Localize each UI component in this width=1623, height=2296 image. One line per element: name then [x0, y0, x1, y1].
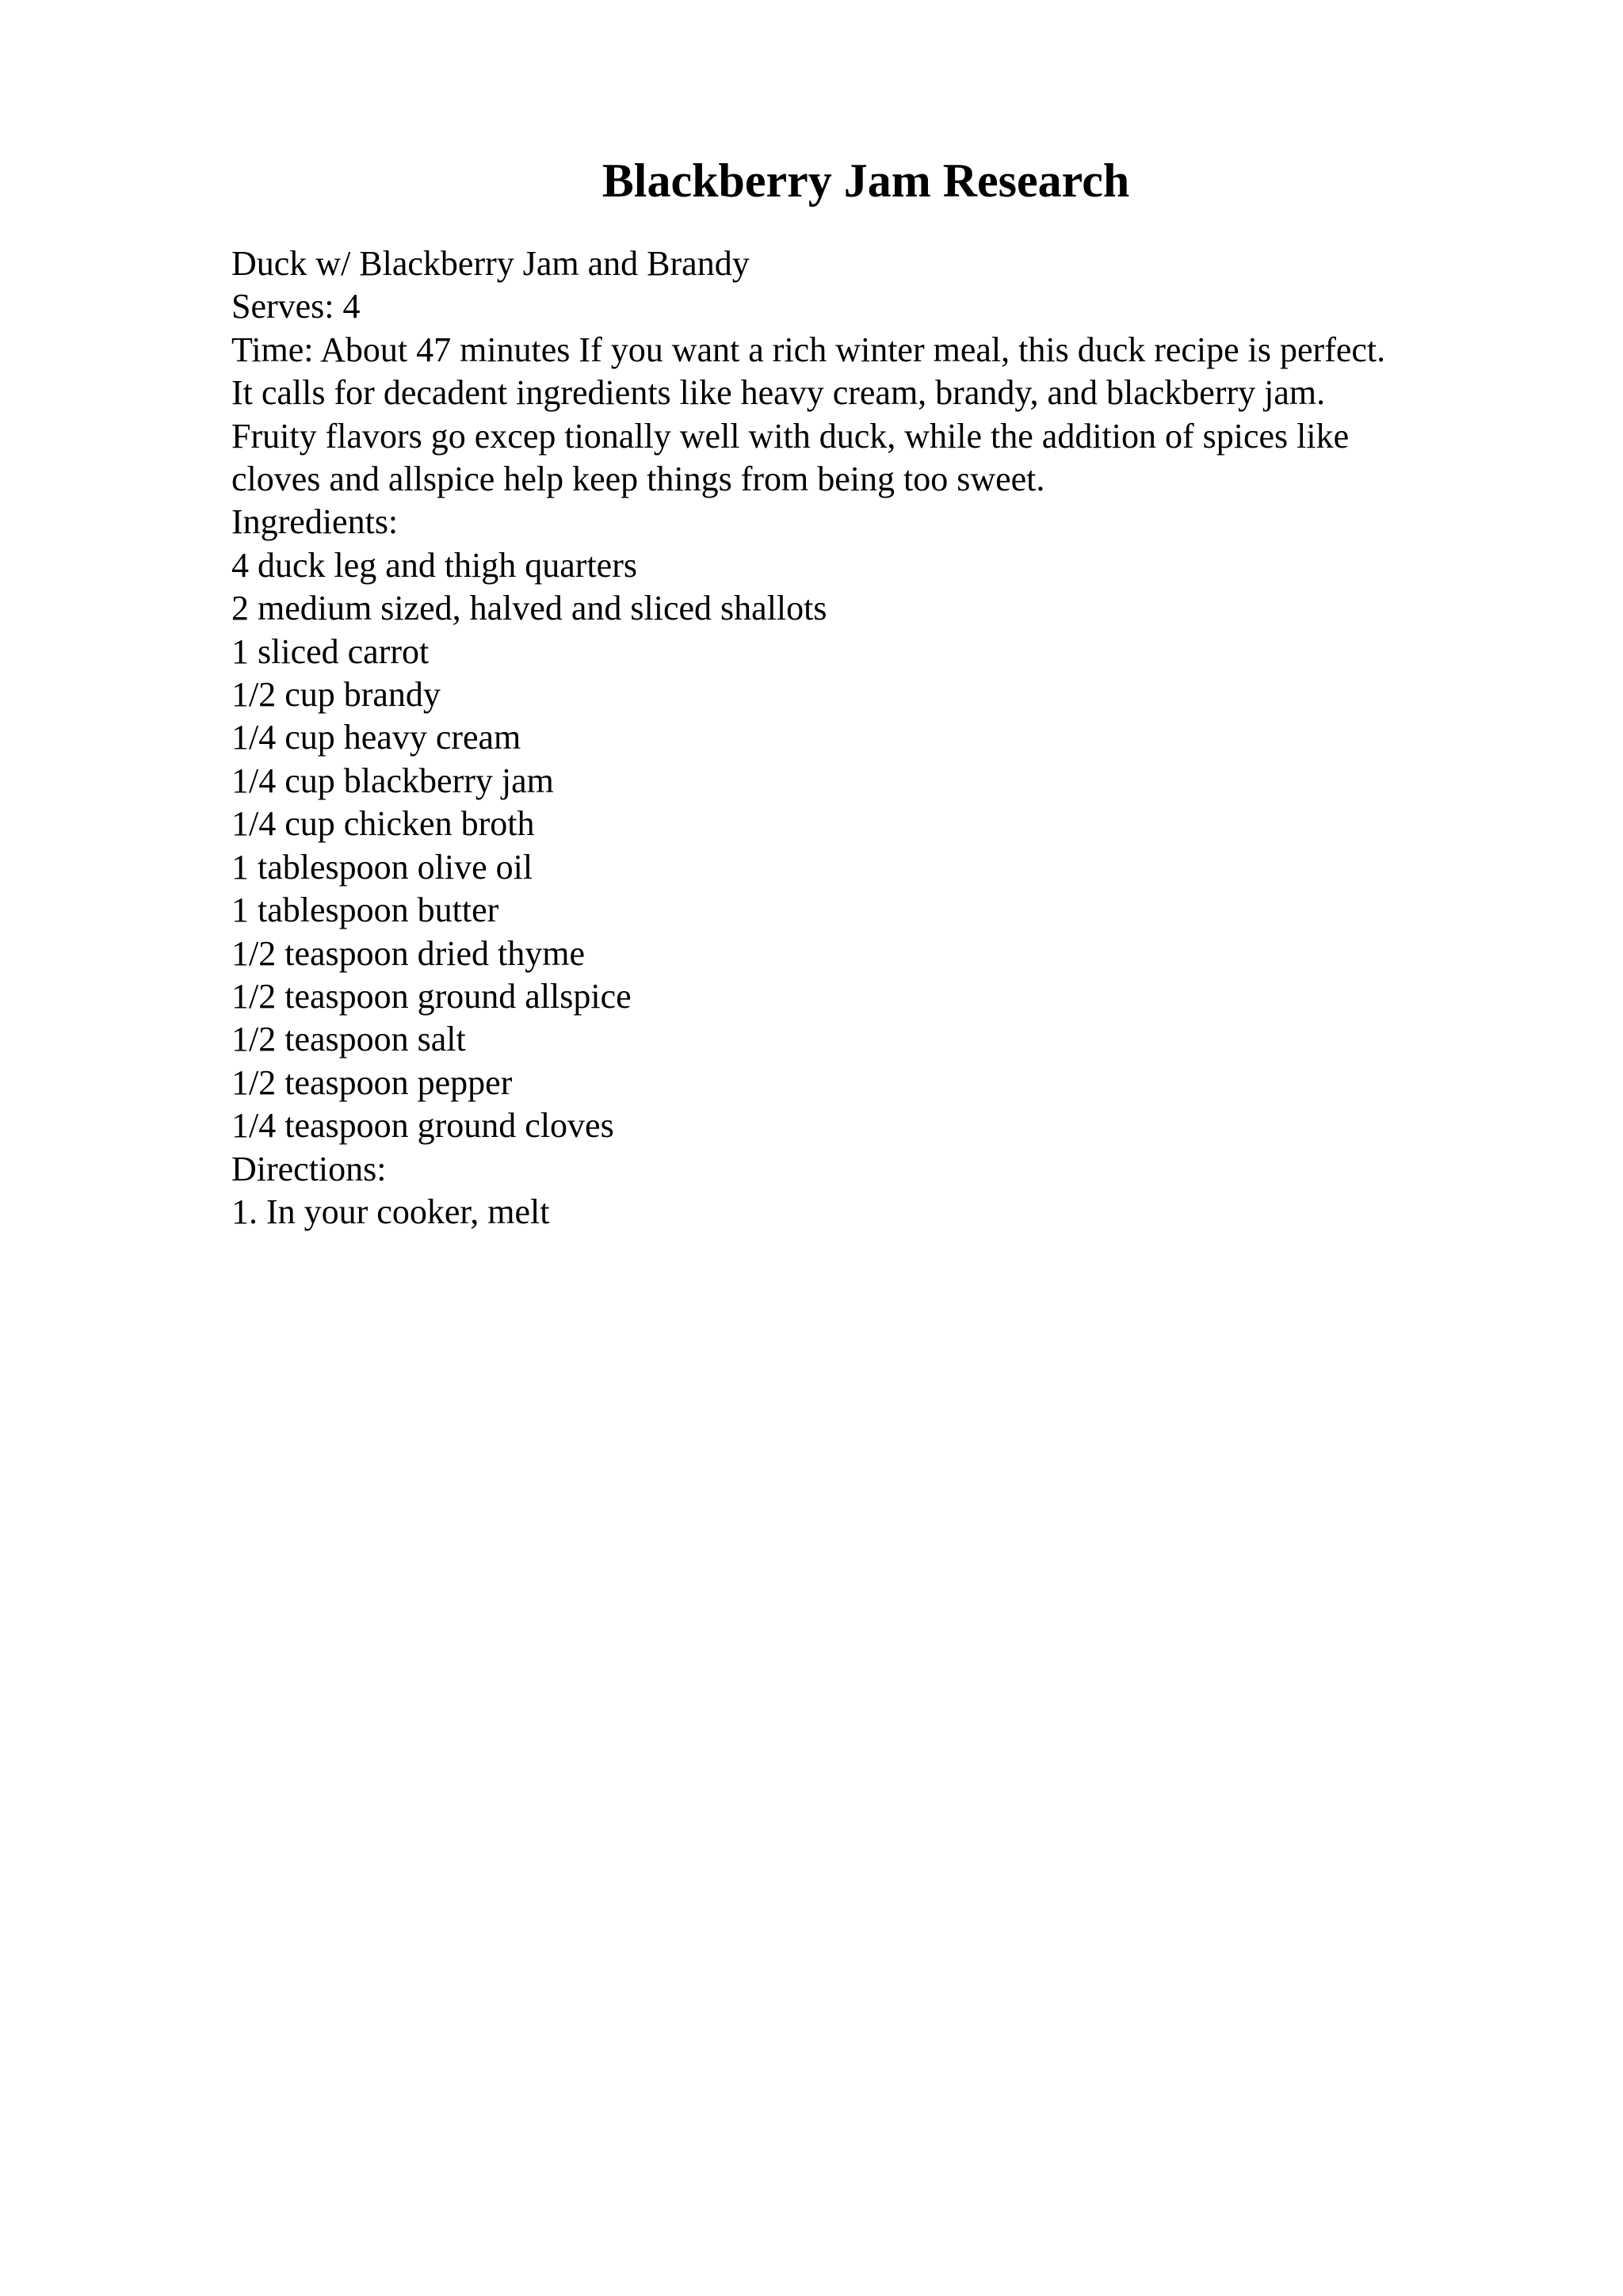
document-title: Blackberry Jam Research: [601, 154, 1130, 207]
ingredient-item: 1/4 cup blackberry jam: [231, 761, 554, 800]
serves-line: Serves: 4: [231, 287, 361, 326]
ingredient-item: 2 medium sized, halved and sliced shallots: [231, 589, 827, 628]
ingredient-item: 4 duck leg and thigh quarters: [231, 545, 637, 585]
directions-list: [231, 1191, 1579, 1234]
ingredient-item: 1/4 teaspoon ground cloves: [231, 1106, 614, 1146]
description-line: Time: About 47 minutes If you want a rich winter meal, this duck recipe is perfect.: [231, 330, 1386, 369]
ingredient-item: 1 tablespoon olive oil: [231, 847, 533, 887]
ingredient-item: 1/4 cup heavy cream: [231, 718, 521, 757]
ingredient-item: 1/2 teaspoon dried thyme: [231, 933, 586, 973]
ingredient-item: 1 sliced carrot: [231, 631, 430, 671]
recipe-name: Duck w/ Blackberry Jam and Brandy: [231, 244, 750, 283]
recipe-description: [231, 329, 1579, 502]
document-body: [231, 242, 1579, 1234]
description-line: Fruity flavors go excep tionally well with duck, while the addition of spices like: [231, 416, 1350, 456]
ingredient-item: 1/2 cup brandy: [231, 675, 441, 715]
ingredient-item: 1/2 teaspoon ground allspice: [231, 976, 632, 1016]
ingredient-item: 1/2 teaspoon salt: [231, 1020, 466, 1059]
description-line: cloves and allspice help keep things from being too sweet.: [231, 460, 1045, 499]
ingredients-list: [231, 544, 1579, 1148]
description-line: It calls for decadent ingredients like heavy cream, brandy, and blackberry jam.: [231, 373, 1326, 413]
ingredient-item: 1/2 teaspoon pepper: [231, 1062, 513, 1102]
ingredient-item: 1 tablespoon butter: [231, 891, 499, 930]
directions-heading: Directions:: [231, 1149, 387, 1188]
ingredient-item: 1/4 cup chicken broth: [231, 804, 535, 844]
direction-step: 1. In your cooker, melt: [231, 1192, 550, 1231]
ingredients-heading: Ingredients:: [231, 502, 399, 542]
